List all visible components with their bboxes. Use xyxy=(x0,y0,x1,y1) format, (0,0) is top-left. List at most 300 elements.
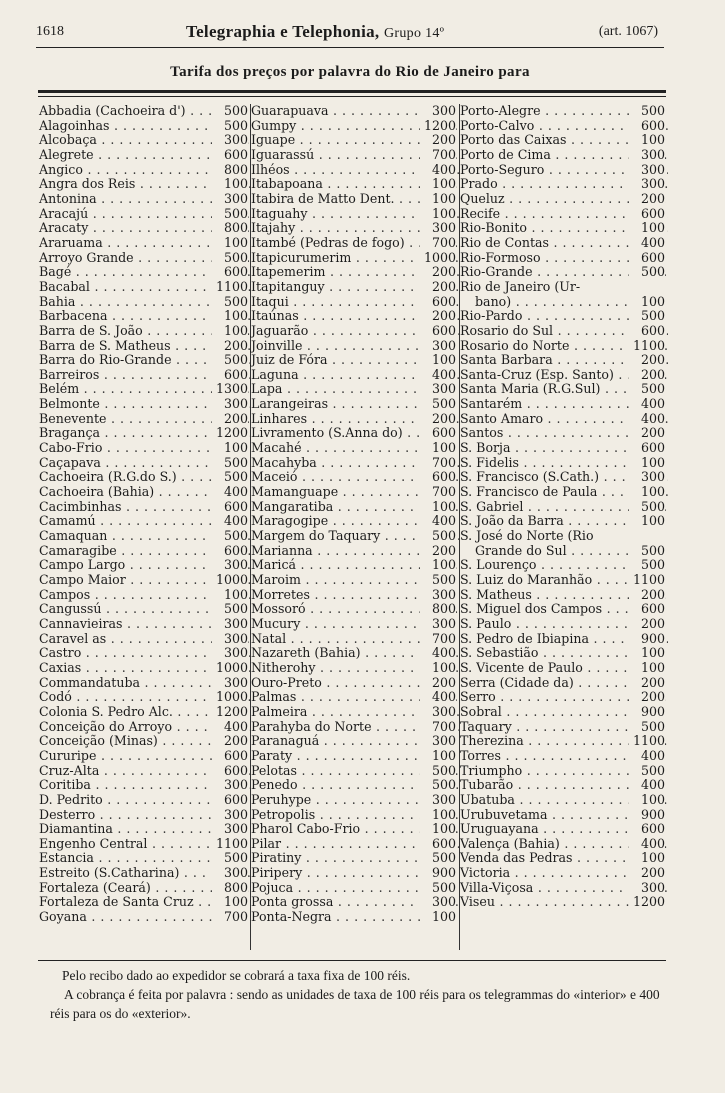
table-top-rule xyxy=(38,90,666,93)
tariff-row xyxy=(459,236,668,251)
price-value: 300 xyxy=(212,808,248,823)
place-name: Prado . . . xyxy=(459,177,668,192)
price-value: 600 xyxy=(629,822,665,837)
place-name: S. Sebastião . . . xyxy=(459,646,668,661)
tariff-row xyxy=(459,690,668,705)
tariff-row xyxy=(38,426,250,441)
place-name: Serro . . . xyxy=(459,690,668,705)
price-value: 100 xyxy=(212,236,248,251)
place-name: Belmonte . . . xyxy=(38,397,250,412)
place-name: Ponta grossa . . . xyxy=(250,895,459,910)
place-name: S. Miguel dos Campos . . . xyxy=(459,602,668,617)
place-name: Iguape . . . xyxy=(250,133,459,148)
place-name: Palmas . . . xyxy=(250,690,459,705)
place-name: Campo Largo . . . xyxy=(38,558,250,573)
tariff-row xyxy=(250,851,459,866)
tariff-row xyxy=(38,309,250,324)
tariff-row xyxy=(38,793,250,808)
place-name: Guarapuava . . . xyxy=(250,104,459,119)
tariff-row xyxy=(459,705,668,720)
price-value: 500 xyxy=(420,851,456,866)
place-name: Paranaguá . . . xyxy=(250,734,459,749)
price-value: 500 xyxy=(420,881,456,896)
tariff-row xyxy=(250,236,459,251)
tariff-row xyxy=(38,119,250,134)
price-value: 600 xyxy=(212,265,248,280)
tariff-row xyxy=(38,382,250,397)
tariff-row xyxy=(250,558,459,573)
place-name: S. Borja . . . xyxy=(459,441,668,456)
place-name: Santo Amaro . . . xyxy=(459,412,668,427)
place-name: Villa-Viçosa . . . xyxy=(459,881,668,896)
price-value: 1100 xyxy=(629,573,665,588)
tariff-row xyxy=(250,324,459,339)
place-name: Santarém . . . xyxy=(459,397,668,412)
page-number: 1618 xyxy=(36,24,64,39)
tariff-table xyxy=(38,104,668,952)
place-name: Sobral . . . xyxy=(459,705,668,720)
place-name: Tubarão . . . xyxy=(459,778,668,793)
tariff-row xyxy=(250,602,459,617)
price-value: 200 xyxy=(420,309,456,324)
price-value: 200 xyxy=(629,866,665,881)
price-value: 500 xyxy=(212,207,248,222)
tariff-row xyxy=(38,324,250,339)
tariff-row xyxy=(250,207,459,222)
tariff-row xyxy=(459,251,668,266)
place-name: Macahyba . . . xyxy=(250,456,459,471)
price-value: 1100 xyxy=(212,280,248,295)
place-name: Rio de Contas . . . xyxy=(459,236,668,251)
tariff-row xyxy=(459,397,668,412)
price-value: 300 xyxy=(420,895,456,910)
tariff-row xyxy=(459,895,668,910)
tariff-row xyxy=(459,207,668,222)
place-name: Natal . . . xyxy=(250,632,459,647)
tariff-row xyxy=(38,207,250,222)
price-value: 500 xyxy=(212,104,248,119)
tariff-row xyxy=(459,514,668,529)
page-header xyxy=(36,22,658,44)
place-name: Porto das Caixas . . . xyxy=(459,133,668,148)
price-value: 700 xyxy=(212,910,248,925)
price-value: 600 xyxy=(629,207,665,222)
tariff-row xyxy=(38,602,250,617)
price-value: 200 xyxy=(212,412,248,427)
place-name: S. Francisco de Paula . . . xyxy=(459,485,668,500)
tariff-row xyxy=(250,793,459,808)
price-value: 300 xyxy=(212,192,248,207)
price-value: 400 xyxy=(420,690,456,705)
tariff-row xyxy=(38,470,250,485)
tariff-row xyxy=(38,866,250,881)
tariff-row xyxy=(459,602,668,617)
tariff-row xyxy=(38,265,250,280)
tariff-row xyxy=(459,353,668,368)
price-value: 300 xyxy=(629,163,665,178)
price-value: 600 xyxy=(212,148,248,163)
place-name: Bacabal . . . xyxy=(38,280,250,295)
price-value: 300 xyxy=(212,558,248,573)
place-name: Barreiros . . . xyxy=(38,368,250,383)
tariff-row xyxy=(38,764,250,779)
price-value: 300 xyxy=(420,734,456,749)
price-value: 300 xyxy=(212,617,248,632)
price-value: 700 xyxy=(420,485,456,500)
tariff-row xyxy=(250,588,459,603)
tariff-row xyxy=(250,221,459,236)
tariff-row xyxy=(250,177,459,192)
footer-note-rate-units: A cobrança é feita por palavra : sendo as unidades de taxa de 100 réis para os telegrammas do «interior» e 400 réis para os do «exterior». xyxy=(50,987,660,1021)
price-value: 100 xyxy=(420,441,456,456)
tariff-row xyxy=(38,192,250,207)
tariff-row xyxy=(38,514,250,529)
tariff-row xyxy=(38,676,250,691)
price-value: 400 xyxy=(212,485,248,500)
price-value: 300 xyxy=(629,470,665,485)
tariff-row xyxy=(38,690,250,705)
price-value: 600 xyxy=(212,544,248,559)
price-value: 100 xyxy=(420,500,456,515)
place-name: Cururipe . . . xyxy=(38,749,250,764)
place-name: Desterro . . . xyxy=(38,808,250,823)
price-value: 200 xyxy=(420,265,456,280)
tariff-row xyxy=(38,177,250,192)
place-name: Urubuvetama . . . xyxy=(459,808,668,823)
price-value: 300 xyxy=(420,221,456,236)
tariff-row xyxy=(250,368,459,383)
place-name: Iguarassú . . . xyxy=(250,148,459,163)
price-value: 300 xyxy=(629,148,665,163)
price-value: 900 xyxy=(629,705,665,720)
tariff-row xyxy=(38,720,250,735)
price-value: 500 xyxy=(212,353,248,368)
price-value: 500 xyxy=(629,558,665,573)
title-text: Telegraphia e Telephonia, xyxy=(186,22,380,41)
place-name: Rosario do Sul . . . xyxy=(459,324,668,339)
place-name: Juiz de Fóra . . . xyxy=(250,353,459,368)
place-name: Ilhéos . . . xyxy=(250,163,459,178)
place-name: Aracaty . . . xyxy=(38,221,250,236)
place-name: Itambé (Pedras de fogo) . . . xyxy=(250,236,459,251)
tariff-row xyxy=(250,910,459,925)
price-value: 300 xyxy=(212,397,248,412)
place-name: Morretes . . . xyxy=(250,588,459,603)
tariff-row xyxy=(38,778,250,793)
place-name: Cacimbinhas . . . xyxy=(38,500,250,515)
tariff-row xyxy=(250,881,459,896)
price-value: 200 xyxy=(629,690,665,705)
price-value: 300 xyxy=(212,632,248,647)
price-value: 900 xyxy=(629,808,665,823)
place-name: Cangussú . . . xyxy=(38,602,250,617)
tariff-row xyxy=(250,778,459,793)
place-name: Victoria . . . xyxy=(459,866,668,881)
place-name: Rosario do Norte . . . xyxy=(459,339,668,354)
price-value: 400 xyxy=(420,163,456,178)
place-name: Venda das Pedras . . . xyxy=(459,851,668,866)
price-value: 100 xyxy=(212,324,248,339)
price-value: 300 xyxy=(629,881,665,896)
price-value: 500 xyxy=(212,851,248,866)
price-value: 500 xyxy=(420,778,456,793)
tariff-row xyxy=(459,295,668,310)
place-name: Piripery . . . xyxy=(250,866,459,881)
price-value: 500 xyxy=(629,764,665,779)
tariff-row xyxy=(38,500,250,515)
tariff-row xyxy=(250,192,459,207)
tariff-row xyxy=(38,705,250,720)
tariff-row xyxy=(38,749,250,764)
tariff-row xyxy=(250,749,459,764)
tariff-row xyxy=(250,426,459,441)
price-value: 200 xyxy=(629,588,665,603)
place-name: Alcobaça . . . xyxy=(38,133,250,148)
price-value: 100 xyxy=(629,514,665,529)
tariff-row xyxy=(459,324,668,339)
price-value: 700 xyxy=(420,456,456,471)
tariff-row xyxy=(459,148,668,163)
tariff-row xyxy=(38,837,250,852)
price-value: 200 xyxy=(212,734,248,749)
place-name: Nitherohy . . . xyxy=(250,661,459,676)
tariff-row xyxy=(250,470,459,485)
tariff-row xyxy=(250,148,459,163)
place-name: Goyana . . . xyxy=(38,910,250,925)
price-value: 100 xyxy=(629,295,665,310)
place-name: Codó . . . xyxy=(38,690,250,705)
tariff-row xyxy=(459,617,668,632)
place-name: bano) . . . xyxy=(459,295,668,310)
tariff-row xyxy=(459,808,668,823)
price-value: 500 xyxy=(629,544,665,559)
place-name: Fortaleza (Ceará) . . . xyxy=(38,881,250,896)
tariff-row xyxy=(459,280,668,295)
price-value: 400 xyxy=(420,368,456,383)
price-value: 600 xyxy=(420,470,456,485)
tariff-row xyxy=(38,529,250,544)
place-name: Camamú . . . xyxy=(38,514,250,529)
place-name: S. Paulo . . . xyxy=(459,617,668,632)
tariff-row xyxy=(250,734,459,749)
tariff-row xyxy=(459,544,668,559)
price-value: 100 xyxy=(629,646,665,661)
price-value: 100 xyxy=(420,808,456,823)
tariff-row xyxy=(38,148,250,163)
tariff-row xyxy=(38,485,250,500)
place-name: Bahia . . . xyxy=(38,295,250,310)
tariff-row xyxy=(250,837,459,852)
place-name: Itapitanguy . . . xyxy=(250,280,459,295)
price-value: 100 xyxy=(420,177,456,192)
price-value: 100 xyxy=(212,588,248,603)
price-value: 1200 xyxy=(212,705,248,720)
tariff-row xyxy=(38,456,250,471)
tariff-column-3 xyxy=(459,104,668,925)
place-name: Bragança . . . xyxy=(38,426,250,441)
tariff-row xyxy=(459,470,668,485)
price-value: 300 xyxy=(420,382,456,397)
price-value: 700 xyxy=(420,632,456,647)
tariff-row xyxy=(250,382,459,397)
price-value: 400 xyxy=(629,749,665,764)
tariff-row xyxy=(38,221,250,236)
tariff-row xyxy=(459,485,668,500)
place-name: Maroim . . . xyxy=(250,573,459,588)
tariff-row xyxy=(38,251,250,266)
place-name: Ouro-Preto . . . xyxy=(250,676,459,691)
place-name: Bagé . . . xyxy=(38,265,250,280)
price-value: 500 xyxy=(212,119,248,134)
tariff-row xyxy=(38,808,250,823)
price-value: 1000 xyxy=(212,690,248,705)
place-name: Itabira de Matto Dent. . . . xyxy=(250,192,459,207)
place-name: Santos . . . xyxy=(459,426,668,441)
price-value: 600 xyxy=(212,500,248,515)
tariff-row xyxy=(459,646,668,661)
place-name: Santa Barbara . . . xyxy=(459,353,668,368)
tariff-row xyxy=(250,265,459,280)
tariff-row xyxy=(38,280,250,295)
place-name: Cachoeira (Bahia) . . . xyxy=(38,485,250,500)
place-name: Nazareth (Bahia) . . . xyxy=(250,646,459,661)
tariff-row xyxy=(38,544,250,559)
price-value: 500 xyxy=(420,397,456,412)
place-name: Coritiba . . . xyxy=(38,778,250,793)
price-value: 500 xyxy=(629,265,665,280)
price-value: 600 xyxy=(212,368,248,383)
price-value: 500 xyxy=(629,500,665,515)
place-name: Rio-Pardo . . . xyxy=(459,309,668,324)
tariff-row xyxy=(38,588,250,603)
tariff-row xyxy=(459,822,668,837)
place-name: Joinville . . . xyxy=(250,339,459,354)
place-name: Rio de Janeiro (Ur- xyxy=(460,279,581,294)
place-name: Cabo-Frio . . . xyxy=(38,441,250,456)
tariff-row xyxy=(459,764,668,779)
place-name: Estancia . . . xyxy=(38,851,250,866)
place-name: Angico . . . xyxy=(38,163,250,178)
place-name: Ponta-Negra . . . xyxy=(250,910,459,925)
place-name: Grande do Sul . . . xyxy=(459,544,668,559)
tariff-row xyxy=(250,353,459,368)
header-divider xyxy=(36,47,664,48)
place-name: Valença (Bahia) . . . xyxy=(459,837,668,852)
price-value: 200 xyxy=(420,133,456,148)
tariff-row xyxy=(38,734,250,749)
price-value: 900 xyxy=(420,866,456,881)
tariff-row xyxy=(459,500,668,515)
price-value: 600 xyxy=(212,749,248,764)
place-name: S. Gabriel . . . xyxy=(459,500,668,515)
place-name: Alagoinhas . . . xyxy=(38,119,250,134)
place-name: S. João da Barra . . . xyxy=(459,514,668,529)
tariff-row xyxy=(38,236,250,251)
place-name: Caçapava . . . xyxy=(38,456,250,471)
tariff-row xyxy=(250,705,459,720)
price-value: 300 xyxy=(420,104,456,119)
place-name: Pelotas . . . xyxy=(250,764,459,779)
price-value: 100 xyxy=(629,851,665,866)
table-title: Tarifa dos preços por palavra do Rio de Janeiro para xyxy=(170,64,530,80)
price-value: 500 xyxy=(629,720,665,735)
price-value: 500 xyxy=(629,382,665,397)
tariff-row xyxy=(38,558,250,573)
place-name: Santa Maria (R.G.Sul) . . . xyxy=(459,382,668,397)
tariff-row xyxy=(250,485,459,500)
place-name: Pilar . . . xyxy=(250,837,459,852)
price-value: 400 xyxy=(212,514,248,529)
place-name: Parahyba do Norte . . . xyxy=(250,720,459,735)
price-value: 600 xyxy=(629,251,665,266)
price-value: 300 xyxy=(212,866,248,881)
place-name: Caravel as . . . xyxy=(38,632,250,647)
tariff-row xyxy=(459,573,668,588)
price-value: 200 xyxy=(212,339,248,354)
price-value: 100 xyxy=(629,485,665,500)
tariff-row xyxy=(38,368,250,383)
place-name: Ubatuba . . . xyxy=(459,793,668,808)
place-name: Linhares . . . xyxy=(250,412,459,427)
tariff-row xyxy=(38,881,250,896)
place-name: Castro . . . xyxy=(38,646,250,661)
price-value: 1000 xyxy=(212,661,248,676)
place-name: S. Lourenço . . . xyxy=(459,558,668,573)
place-name: Benevente . . . xyxy=(38,412,250,427)
place-name: Mucury . . . xyxy=(250,617,459,632)
footer-notes xyxy=(50,966,678,1023)
place-name: Itapicurumerim . . . xyxy=(250,251,459,266)
tariff-row xyxy=(250,573,459,588)
place-name: Laguna . . . xyxy=(250,368,459,383)
price-value: 200 xyxy=(629,192,665,207)
tariff-row xyxy=(38,646,250,661)
price-value: 100 xyxy=(212,441,248,456)
price-value: 1200 xyxy=(420,119,456,134)
place-name: Marianna . . . xyxy=(250,544,459,559)
place-name: Pharol Cabo-Frio . . . xyxy=(250,822,459,837)
tariff-row xyxy=(459,866,668,881)
place-name: Macahé . . . xyxy=(250,441,459,456)
tariff-row xyxy=(459,133,668,148)
price-value: 500 xyxy=(420,764,456,779)
price-value: 300 xyxy=(629,177,665,192)
tariff-row xyxy=(250,339,459,354)
price-value: 200 xyxy=(420,280,456,295)
place-name: Diamantina . . . xyxy=(38,822,250,837)
place-name: S. Matheus . . . xyxy=(459,588,668,603)
price-value: 400 xyxy=(420,514,456,529)
tariff-row xyxy=(250,720,459,735)
price-value: 1100 xyxy=(629,339,665,354)
price-value: 600 xyxy=(629,119,665,134)
place-name: Recife . . . xyxy=(459,207,668,222)
price-value: 300 xyxy=(420,705,456,720)
price-value: 100 xyxy=(420,207,456,222)
price-value: 600 xyxy=(629,324,665,339)
price-value: 200 xyxy=(629,617,665,632)
price-value: 600 xyxy=(629,602,665,617)
tariff-row xyxy=(250,617,459,632)
tariff-column-2 xyxy=(250,104,459,925)
price-value: 200 xyxy=(629,426,665,441)
price-value: 100 xyxy=(212,309,248,324)
place-name: Estreito (S.Catharina) . . . xyxy=(38,866,250,881)
tariff-row xyxy=(459,265,668,280)
place-name: Cachoeira (R.G.do S.) . . . xyxy=(38,470,250,485)
tariff-row xyxy=(250,119,459,134)
price-value: 1100 xyxy=(629,734,665,749)
